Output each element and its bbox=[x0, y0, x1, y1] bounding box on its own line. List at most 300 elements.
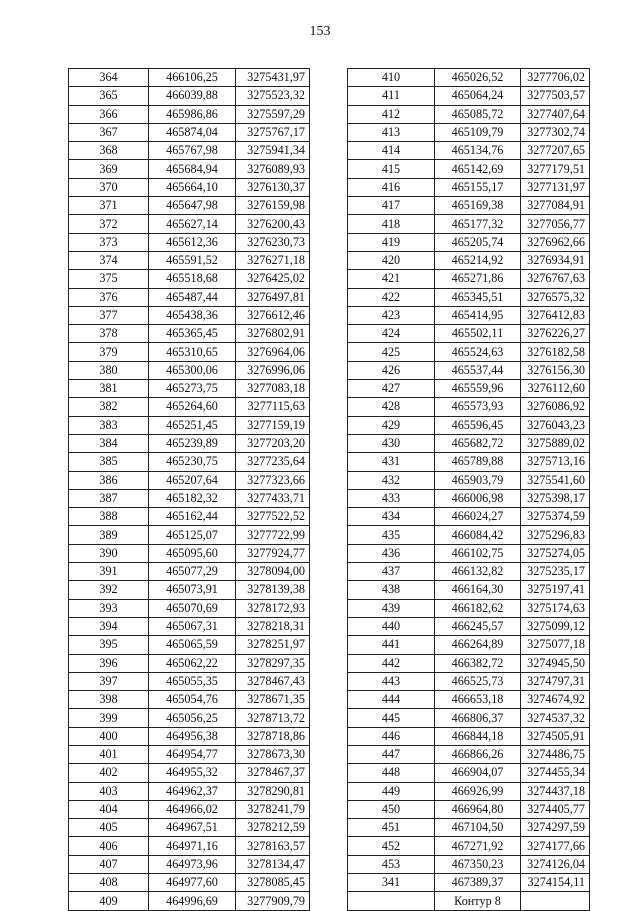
point-number: 408 bbox=[69, 874, 149, 892]
table-row bbox=[69, 87, 310, 105]
point-number: 393 bbox=[69, 599, 149, 617]
point-number: 406 bbox=[69, 837, 149, 855]
table-row bbox=[348, 709, 590, 727]
coordinate-y: 3276962,66 bbox=[521, 233, 590, 251]
table-row bbox=[348, 343, 590, 361]
table-row bbox=[69, 782, 310, 800]
coordinate-x: 464971,16 bbox=[149, 837, 236, 855]
right-table-body bbox=[348, 69, 590, 892]
table-row bbox=[348, 251, 590, 269]
table-row bbox=[348, 654, 590, 672]
table-row bbox=[348, 123, 590, 141]
table-row bbox=[69, 745, 310, 763]
point-number: 365 bbox=[69, 87, 149, 105]
table-row bbox=[348, 855, 590, 873]
coordinate-x: 467389,37 bbox=[435, 874, 521, 892]
table-row bbox=[69, 727, 310, 745]
coordinate-x: 465524,63 bbox=[435, 343, 521, 361]
coordinate-y: 3277503,57 bbox=[521, 87, 590, 105]
coordinate-y: 3274486,75 bbox=[521, 745, 590, 763]
coordinate-x: 467271,92 bbox=[435, 837, 521, 855]
coordinate-x: 465085,72 bbox=[435, 105, 521, 123]
table-row bbox=[69, 361, 310, 379]
point-number: 377 bbox=[69, 306, 149, 324]
table-row bbox=[348, 233, 590, 251]
coordinate-x: 465169,38 bbox=[435, 197, 521, 215]
coordinate-x: 466866,26 bbox=[435, 745, 521, 763]
point-number: 373 bbox=[69, 233, 149, 251]
table-row bbox=[348, 745, 590, 763]
point-number: 418 bbox=[348, 215, 435, 233]
coordinate-x: 465077,29 bbox=[149, 563, 236, 581]
point-number: 382 bbox=[69, 398, 149, 416]
coordinate-x: 465134,76 bbox=[435, 142, 521, 160]
point-number: 427 bbox=[348, 380, 435, 398]
point-number: 451 bbox=[348, 819, 435, 837]
table-row bbox=[69, 233, 310, 251]
table-row bbox=[348, 526, 590, 544]
coordinate-x: 464956,38 bbox=[149, 727, 236, 745]
coordinate-x: 465559,96 bbox=[435, 380, 521, 398]
point-number: 394 bbox=[69, 617, 149, 635]
point-number: 447 bbox=[348, 745, 435, 763]
coordinate-x: 464966,02 bbox=[149, 800, 236, 818]
contour-label: Контур 8 bbox=[435, 892, 521, 910]
coordinate-x: 465438,36 bbox=[149, 306, 236, 324]
coordinate-x: 464996,69 bbox=[149, 892, 236, 910]
table-row bbox=[348, 508, 590, 526]
coordinate-x: 465070,69 bbox=[149, 599, 236, 617]
coordinate-y: 3277056,77 bbox=[521, 215, 590, 233]
point-number: 445 bbox=[348, 709, 435, 727]
footer-empty-cell bbox=[348, 892, 435, 910]
coordinate-y: 3274405,77 bbox=[521, 800, 590, 818]
coordinate-x: 465239,89 bbox=[149, 434, 236, 452]
coordinate-x: 465573,93 bbox=[435, 398, 521, 416]
table-row bbox=[69, 160, 310, 178]
coordinate-y: 3277115,63 bbox=[236, 398, 310, 416]
coordinate-x: 465596,45 bbox=[435, 416, 521, 434]
table-row bbox=[348, 178, 590, 196]
point-number: 450 bbox=[348, 800, 435, 818]
point-number: 364 bbox=[69, 69, 149, 87]
coordinate-y: 3277522,52 bbox=[236, 508, 310, 526]
table-row bbox=[69, 398, 310, 416]
point-number: 423 bbox=[348, 306, 435, 324]
coordinate-x: 466525,73 bbox=[435, 672, 521, 690]
point-number: 376 bbox=[69, 288, 149, 306]
coordinate-y: 3276612,46 bbox=[236, 306, 310, 324]
coordinate-x: 465682,72 bbox=[435, 434, 521, 452]
point-number: 384 bbox=[69, 434, 149, 452]
coordinate-y: 3274177,66 bbox=[521, 837, 590, 855]
coordinate-x: 465264,60 bbox=[149, 398, 236, 416]
table-row bbox=[69, 69, 310, 87]
point-number: 422 bbox=[348, 288, 435, 306]
point-number: 374 bbox=[69, 251, 149, 269]
table-row bbox=[69, 892, 310, 910]
point-number: 410 bbox=[348, 69, 435, 87]
point-number: 404 bbox=[69, 800, 149, 818]
point-number: 390 bbox=[69, 544, 149, 562]
coordinate-x: 466653,18 bbox=[435, 691, 521, 709]
point-number: 383 bbox=[69, 416, 149, 434]
coordinate-x: 465162,44 bbox=[149, 508, 236, 526]
coordinate-y: 3274297,59 bbox=[521, 819, 590, 837]
coordinate-x: 466926,99 bbox=[435, 782, 521, 800]
coordinate-y: 3278713,72 bbox=[236, 709, 310, 727]
table-row bbox=[348, 471, 590, 489]
point-number: 434 bbox=[348, 508, 435, 526]
point-number: 381 bbox=[69, 380, 149, 398]
point-number: 387 bbox=[69, 489, 149, 507]
table-row bbox=[69, 654, 310, 672]
coordinate-y: 3278163,57 bbox=[236, 837, 310, 855]
coordinate-y: 3277084,91 bbox=[521, 197, 590, 215]
coordinate-y: 3276086,92 bbox=[521, 398, 590, 416]
table-row bbox=[348, 581, 590, 599]
point-number: 446 bbox=[348, 727, 435, 745]
coordinate-y: 3276425,02 bbox=[236, 270, 310, 288]
point-number: 441 bbox=[348, 636, 435, 654]
table-row bbox=[69, 288, 310, 306]
coordinate-y: 3277433,71 bbox=[236, 489, 310, 507]
table-row bbox=[348, 197, 590, 215]
point-number: 416 bbox=[348, 178, 435, 196]
coordinate-x: 466245,57 bbox=[435, 617, 521, 635]
coordinate-x: 465789,88 bbox=[435, 453, 521, 471]
coordinate-y: 3275296,83 bbox=[521, 526, 590, 544]
coordinate-x: 464954,77 bbox=[149, 745, 236, 763]
table-row bbox=[348, 636, 590, 654]
coordinate-x: 465214,92 bbox=[435, 251, 521, 269]
coordinate-y: 3278218,31 bbox=[236, 617, 310, 635]
coordinate-x: 465300,06 bbox=[149, 361, 236, 379]
coordinate-y: 3275523,32 bbox=[236, 87, 310, 105]
coordinate-y: 3275398,17 bbox=[521, 489, 590, 507]
point-number: 429 bbox=[348, 416, 435, 434]
point-number: 395 bbox=[69, 636, 149, 654]
point-number: 392 bbox=[69, 581, 149, 599]
table-row bbox=[348, 398, 590, 416]
table-row bbox=[69, 563, 310, 581]
coordinate-y: 3276767,63 bbox=[521, 270, 590, 288]
point-number: 415 bbox=[348, 160, 435, 178]
table-row bbox=[348, 764, 590, 782]
table-row bbox=[69, 819, 310, 837]
coordinate-y: 3274674,92 bbox=[521, 691, 590, 709]
point-number: 372 bbox=[69, 215, 149, 233]
coordinate-y: 3277083,18 bbox=[236, 380, 310, 398]
point-number: 431 bbox=[348, 453, 435, 471]
coordinate-x: 465125,07 bbox=[149, 526, 236, 544]
coordinate-x: 466844,18 bbox=[435, 727, 521, 745]
coordinate-x: 466106,25 bbox=[149, 69, 236, 87]
coordinate-y: 3277235,64 bbox=[236, 453, 310, 471]
coordinate-x: 466806,37 bbox=[435, 709, 521, 727]
table-row bbox=[348, 69, 590, 87]
coordinate-y: 3277179,51 bbox=[521, 160, 590, 178]
coordinate-y: 3276230,73 bbox=[236, 233, 310, 251]
footer-empty-cell bbox=[521, 892, 590, 910]
point-number: 366 bbox=[69, 105, 149, 123]
table-row bbox=[69, 325, 310, 343]
coordinate-x: 466039,88 bbox=[149, 87, 236, 105]
table-row bbox=[348, 727, 590, 745]
coordinate-y: 3278172,93 bbox=[236, 599, 310, 617]
point-number: 438 bbox=[348, 581, 435, 599]
point-number: 426 bbox=[348, 361, 435, 379]
coordinate-y: 3278251,97 bbox=[236, 636, 310, 654]
coordinate-y: 3278467,37 bbox=[236, 764, 310, 782]
coordinate-x: 465062,22 bbox=[149, 654, 236, 672]
table-row bbox=[348, 837, 590, 855]
table-row bbox=[69, 636, 310, 654]
coordinate-x: 465684,94 bbox=[149, 160, 236, 178]
table-row bbox=[69, 837, 310, 855]
point-number: 411 bbox=[348, 87, 435, 105]
table-row bbox=[69, 142, 310, 160]
table-row bbox=[348, 87, 590, 105]
point-number: 367 bbox=[69, 123, 149, 141]
table-row bbox=[69, 691, 310, 709]
table-row bbox=[69, 526, 310, 544]
coordinate-x: 466164,30 bbox=[435, 581, 521, 599]
coordinate-x: 465903,79 bbox=[435, 471, 521, 489]
coordinate-x: 465591,52 bbox=[149, 251, 236, 269]
table-row bbox=[348, 782, 590, 800]
table-row bbox=[69, 270, 310, 288]
point-number: 436 bbox=[348, 544, 435, 562]
coordinate-y: 3275077,18 bbox=[521, 636, 590, 654]
coordinate-y: 3274126,04 bbox=[521, 855, 590, 873]
table-row bbox=[348, 819, 590, 837]
coordinate-y: 3276159,98 bbox=[236, 197, 310, 215]
coordinate-y: 3278094,00 bbox=[236, 563, 310, 581]
coordinate-y: 3275235,17 bbox=[521, 563, 590, 581]
point-number: 421 bbox=[348, 270, 435, 288]
table-row bbox=[348, 325, 590, 343]
coordinate-y: 3275597,29 bbox=[236, 105, 310, 123]
point-number: 378 bbox=[69, 325, 149, 343]
coordinate-x: 464955,32 bbox=[149, 764, 236, 782]
point-number: 424 bbox=[348, 325, 435, 343]
coordinate-x: 465230,75 bbox=[149, 453, 236, 471]
table-row bbox=[69, 581, 310, 599]
coordinate-y: 3276226,27 bbox=[521, 325, 590, 343]
point-number: 453 bbox=[348, 855, 435, 873]
coordinate-x: 465612,36 bbox=[149, 233, 236, 251]
coordinate-x: 465065,59 bbox=[149, 636, 236, 654]
coordinate-y: 3277203,20 bbox=[236, 434, 310, 452]
coordinate-y: 3276089,93 bbox=[236, 160, 310, 178]
coordinate-y: 3278718,86 bbox=[236, 727, 310, 745]
point-number: 388 bbox=[69, 508, 149, 526]
coordinate-y: 3275941,34 bbox=[236, 142, 310, 160]
coordinate-x: 466024,27 bbox=[435, 508, 521, 526]
coordinate-x: 465767,98 bbox=[149, 142, 236, 160]
coordinate-x: 466102,75 bbox=[435, 544, 521, 562]
point-number: 397 bbox=[69, 672, 149, 690]
coordinate-x: 465273,75 bbox=[149, 380, 236, 398]
coordinate-x: 464977,60 bbox=[149, 874, 236, 892]
contour-footer-row bbox=[348, 892, 590, 910]
table-row bbox=[69, 123, 310, 141]
table-row bbox=[348, 160, 590, 178]
table-row bbox=[348, 105, 590, 123]
coordinate-y: 3275767,17 bbox=[236, 123, 310, 141]
coordinate-y: 3277302,74 bbox=[521, 123, 590, 141]
point-number: 412 bbox=[348, 105, 435, 123]
coordinate-x: 465502,11 bbox=[435, 325, 521, 343]
coordinate-y: 3277722,99 bbox=[236, 526, 310, 544]
table-row bbox=[348, 361, 590, 379]
coordinates-table-right bbox=[347, 68, 590, 911]
coordinate-y: 3274945,50 bbox=[521, 654, 590, 672]
table-row bbox=[69, 178, 310, 196]
coordinate-x: 465073,91 bbox=[149, 581, 236, 599]
table-row bbox=[69, 508, 310, 526]
table-row bbox=[348, 453, 590, 471]
coordinate-y: 3278212,59 bbox=[236, 819, 310, 837]
coordinate-y: 3277924,77 bbox=[236, 544, 310, 562]
coordinate-y: 3278139,38 bbox=[236, 581, 310, 599]
coordinate-y: 3278297,35 bbox=[236, 654, 310, 672]
coordinate-x: 465345,51 bbox=[435, 288, 521, 306]
point-number: 369 bbox=[69, 160, 149, 178]
point-number: 413 bbox=[348, 123, 435, 141]
point-number: 379 bbox=[69, 343, 149, 361]
coordinate-x: 466084,42 bbox=[435, 526, 521, 544]
coordinate-y: 3276964,06 bbox=[236, 343, 310, 361]
point-number: 437 bbox=[348, 563, 435, 581]
point-number: 425 bbox=[348, 343, 435, 361]
coordinate-y: 3275197,41 bbox=[521, 581, 590, 599]
point-number: 396 bbox=[69, 654, 149, 672]
coordinate-x: 466132,82 bbox=[435, 563, 521, 581]
coordinate-x: 466904,07 bbox=[435, 764, 521, 782]
point-number: 432 bbox=[348, 471, 435, 489]
coordinate-y: 3276271,18 bbox=[236, 251, 310, 269]
point-number: 370 bbox=[69, 178, 149, 196]
coordinate-y: 3277159,19 bbox=[236, 416, 310, 434]
point-number: 420 bbox=[348, 251, 435, 269]
coordinate-x: 466264,89 bbox=[435, 636, 521, 654]
coordinate-x: 465518,68 bbox=[149, 270, 236, 288]
coordinate-x: 465310,65 bbox=[149, 343, 236, 361]
coordinate-x: 465109,79 bbox=[435, 123, 521, 141]
table-row bbox=[348, 215, 590, 233]
table-row bbox=[69, 709, 310, 727]
point-number: 400 bbox=[69, 727, 149, 745]
coordinate-y: 3276934,91 bbox=[521, 251, 590, 269]
table-row bbox=[69, 453, 310, 471]
page-number: 153 bbox=[309, 24, 331, 39]
point-number: 444 bbox=[348, 691, 435, 709]
coordinate-x: 465026,52 bbox=[435, 69, 521, 87]
table-row bbox=[69, 416, 310, 434]
coordinate-y: 3276412,83 bbox=[521, 306, 590, 324]
coordinate-y: 3277207,65 bbox=[521, 142, 590, 160]
coordinate-x: 465095,60 bbox=[149, 544, 236, 562]
table-row bbox=[69, 105, 310, 123]
point-number: 433 bbox=[348, 489, 435, 507]
point-number: 414 bbox=[348, 142, 435, 160]
coordinate-x: 465627,14 bbox=[149, 215, 236, 233]
table-row bbox=[69, 489, 310, 507]
table-row bbox=[69, 343, 310, 361]
point-number: 409 bbox=[69, 892, 149, 910]
point-number: 402 bbox=[69, 764, 149, 782]
coordinate-y: 3278134,47 bbox=[236, 855, 310, 873]
point-number: 419 bbox=[348, 233, 435, 251]
point-number: 435 bbox=[348, 526, 435, 544]
table-row bbox=[69, 215, 310, 233]
table-row bbox=[69, 874, 310, 892]
point-number: 440 bbox=[348, 617, 435, 635]
table-row bbox=[69, 599, 310, 617]
coordinate-y: 3277323,66 bbox=[236, 471, 310, 489]
table-row bbox=[69, 764, 310, 782]
table-row bbox=[69, 544, 310, 562]
coordinate-y: 3274437,18 bbox=[521, 782, 590, 800]
coordinate-x: 465055,35 bbox=[149, 672, 236, 690]
table-row bbox=[69, 434, 310, 452]
coordinate-x: 467104,50 bbox=[435, 819, 521, 837]
coordinate-x: 465205,74 bbox=[435, 233, 521, 251]
point-number: 407 bbox=[69, 855, 149, 873]
coordinate-x: 464967,51 bbox=[149, 819, 236, 837]
coordinate-y: 3275713,16 bbox=[521, 453, 590, 471]
left-table-body bbox=[69, 69, 310, 911]
coordinate-x: 465537,44 bbox=[435, 361, 521, 379]
table-row bbox=[69, 672, 310, 690]
table-row bbox=[69, 855, 310, 873]
coordinate-y: 3276130,37 bbox=[236, 178, 310, 196]
table-row bbox=[348, 306, 590, 324]
coordinate-y: 3276200,43 bbox=[236, 215, 310, 233]
table-row bbox=[348, 617, 590, 635]
coordinate-y: 3278290,81 bbox=[236, 782, 310, 800]
coordinate-x: 465064,24 bbox=[435, 87, 521, 105]
coordinate-x: 465056,25 bbox=[149, 709, 236, 727]
coordinate-x: 465155,17 bbox=[435, 178, 521, 196]
coordinate-y: 3274537,32 bbox=[521, 709, 590, 727]
point-number: 391 bbox=[69, 563, 149, 581]
point-number: 385 bbox=[69, 453, 149, 471]
table-row bbox=[348, 691, 590, 709]
coordinate-x: 467350,23 bbox=[435, 855, 521, 873]
coordinate-y: 3276575,32 bbox=[521, 288, 590, 306]
coordinates-table-left bbox=[68, 68, 310, 911]
table-row bbox=[348, 563, 590, 581]
coordinate-y: 3275889,02 bbox=[521, 434, 590, 452]
coordinate-y: 3275541,60 bbox=[521, 471, 590, 489]
point-number: 430 bbox=[348, 434, 435, 452]
point-number: 439 bbox=[348, 599, 435, 617]
table-row bbox=[348, 380, 590, 398]
coordinate-y: 3276182,58 bbox=[521, 343, 590, 361]
table-row bbox=[348, 599, 590, 617]
coordinate-x: 465647,98 bbox=[149, 197, 236, 215]
coordinate-x: 465182,32 bbox=[149, 489, 236, 507]
coordinate-y: 3277706,02 bbox=[521, 69, 590, 87]
table-row bbox=[348, 288, 590, 306]
point-number: 386 bbox=[69, 471, 149, 489]
point-number: 341 bbox=[348, 874, 435, 892]
coordinate-x: 465054,76 bbox=[149, 691, 236, 709]
table-row bbox=[69, 197, 310, 215]
